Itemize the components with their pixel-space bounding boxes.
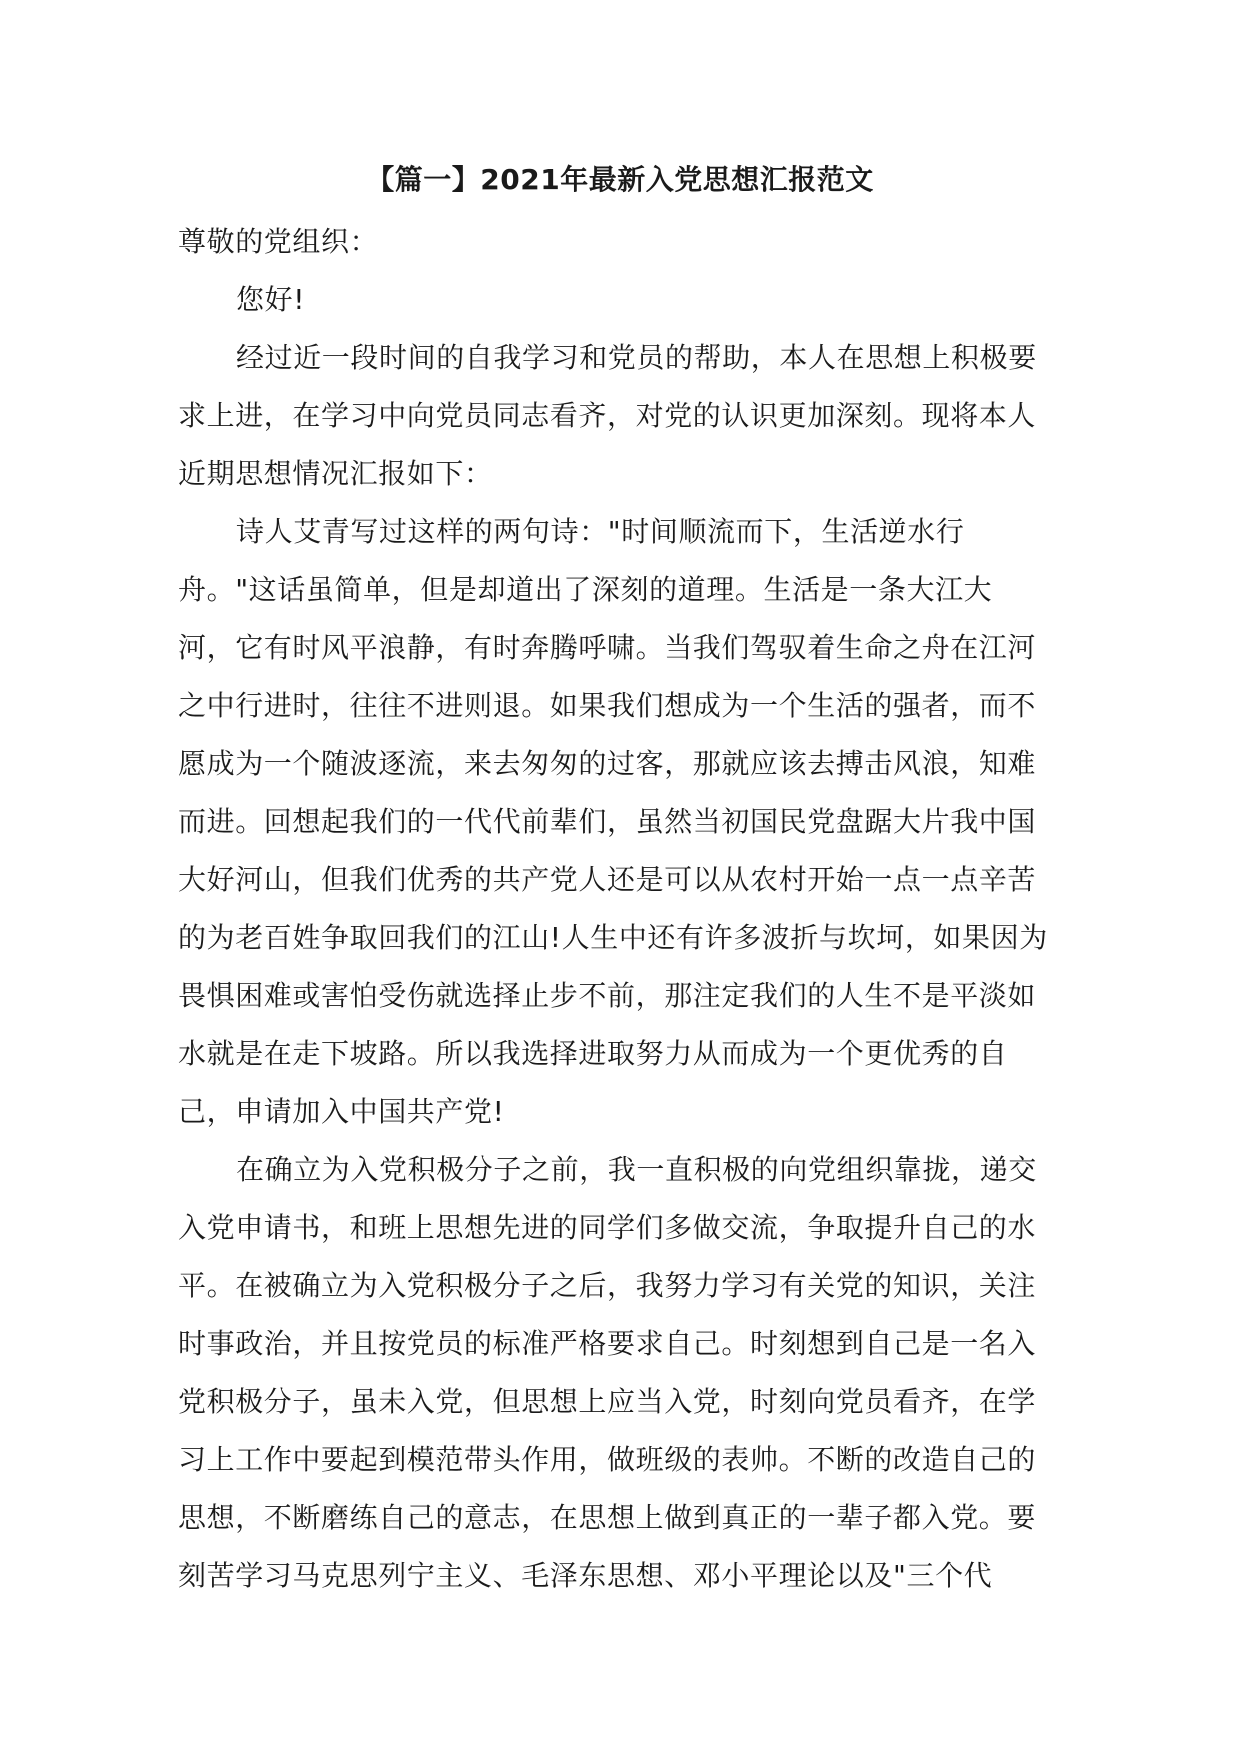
greeting: 您好! — [236, 283, 306, 316]
paragraph-line: 河，它有时风平浪静，有时奔腾呼啸。当我们驾驭着生命之舟在江河 — [178, 631, 1037, 664]
paragraph-line: 而进。回想起我们的一代代前辈们，虽然当初国民党盘踞大片我中国 — [178, 805, 1037, 838]
paragraph-line: 的为老百姓争取回我们的江山!人生中还有许多波折与坎坷，如果因为 — [178, 921, 1048, 954]
paragraph-line: 习上工作中要起到模范带头作用，做班级的表帅。不断的改造自己的 — [178, 1443, 1037, 1476]
paragraph-line: 近期思想情况汇报如下： — [178, 457, 493, 490]
paragraph-line: 刻苦学习马克思列宁主义、毛泽东思想、邓小平理论以及"三个代 — [178, 1559, 993, 1592]
paragraph-line: 平。在被确立为入党积极分子之后，我努力学习有关党的知识，关注 — [178, 1269, 1037, 1302]
paragraph-line: 己，申请加入中国共产党! — [178, 1095, 505, 1128]
paragraph-line: 畏惧困难或害怕受伤就选择止步不前，那注定我们的人生不是平淡如 — [178, 979, 1037, 1012]
salutation: 尊敬的党组织： — [178, 225, 379, 258]
paragraph-line: 时事政治，并且按党员的标准严格要求自己。时刻想到自己是一名入 — [178, 1327, 1037, 1360]
paragraph-line: 党积极分子，虽未入党，但思想上应当入党，时刻向党员看齐，在学 — [178, 1385, 1037, 1418]
paragraph-line: 舟。"这话虽简单，但是却道出了深刻的道理。生活是一条大江大 — [178, 573, 993, 606]
document-title: 【篇一】2021年最新入党思想汇报范文 — [366, 163, 874, 196]
paragraph-line: 之中行进时，往往不进则退。如果我们想成为一个生活的强者，而不 — [178, 689, 1037, 722]
paragraph-line: 在确立为入党积极分子之前，我一直积极的向党组织靠拢，递交 — [236, 1153, 1037, 1186]
paragraph-line: 水就是在走下坡路。所以我选择进取努力从而成为一个更优秀的自 — [178, 1037, 1008, 1070]
paragraph-line: 思想，不断磨练自己的意志，在思想上做到真正的一辈子都入党。要 — [178, 1501, 1037, 1534]
paragraph-line: 大好河山，但我们优秀的共产党人还是可以从农村开始一点一点辛苦 — [178, 863, 1037, 896]
paragraph-line: 入党申请书，和班上思想先进的同学们多做交流，争取提升自己的水 — [178, 1211, 1037, 1244]
paragraph-line: 经过近一段时间的自我学习和党员的帮助，本人在思想上积极要 — [236, 341, 1037, 374]
paragraph-line: 求上进，在学习中向党员同志看齐，对党的认识更加深刻。现将本人 — [178, 399, 1037, 432]
paragraph-line: 诗人艾青写过这样的两句诗："时间顺流而下，生活逆水行 — [236, 515, 965, 548]
paragraph-line: 愿成为一个随波逐流，来去匆匆的过客，那就应该去搏击风浪，知难 — [178, 747, 1037, 780]
